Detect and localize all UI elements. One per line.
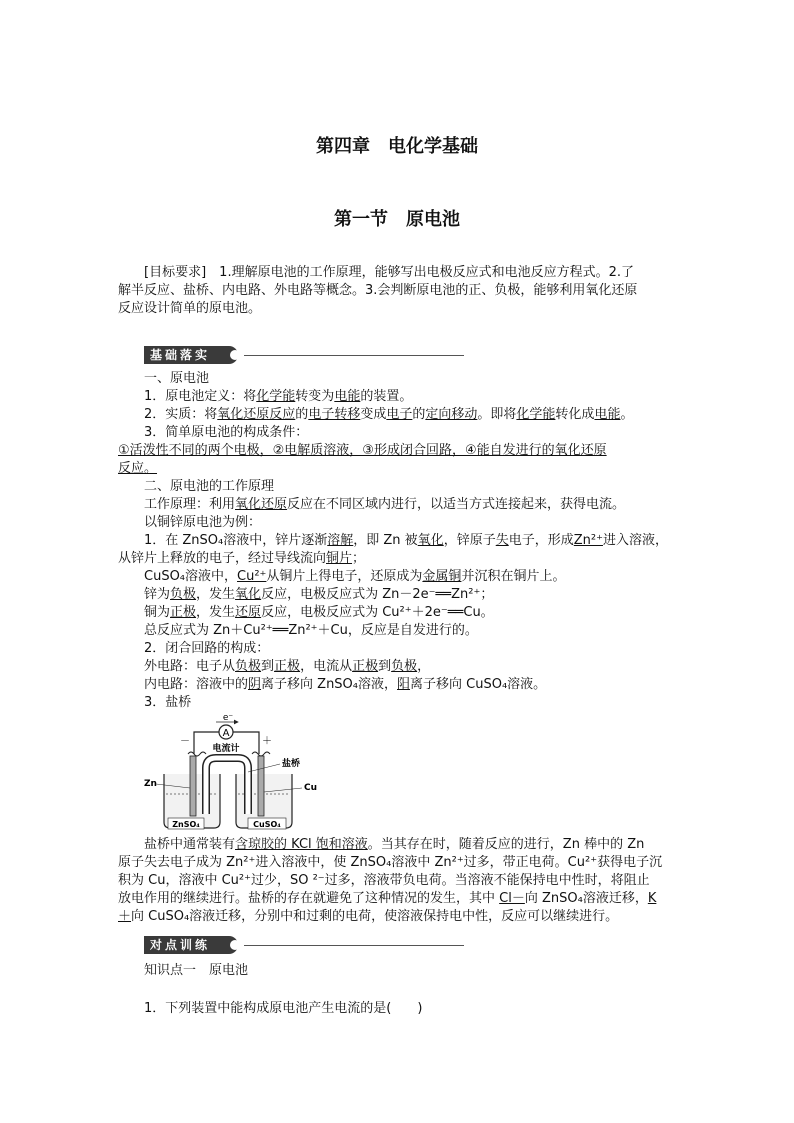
znso4-label: ZnSO₄ xyxy=(172,820,200,829)
salt-bridge-line-1: 盐桥中通常装有含琼胶的 KCl 饱和溶液。当其存在时，随着反应的进行，Zn 棒中的 Zn xyxy=(144,837,645,852)
goals-block xyxy=(118,264,678,318)
goals-label: [目标要求] xyxy=(144,265,207,280)
goals-text-1: 1.理解原电池的工作原理，能够写出电极反应式和电池反应方程式。2.了 xyxy=(219,265,634,280)
total-reaction-line: 总反应式为 Zn＋Cu²⁺══Zn²⁺＋Cu，反应是自发进行的。 xyxy=(144,623,478,638)
anode-line: 锌为负极，发生氧化反应，电极反应式为 Zn－2e⁻══Zn²⁺； xyxy=(144,587,494,602)
ammeter-label: 电流计 xyxy=(212,744,240,754)
bullet-dot xyxy=(230,350,240,360)
goals-line-2: 解半反应、盐桥、内电路、外电路等概念。3.会判断原电池的正、负极，能够利用氧化还原 xyxy=(118,283,638,298)
salt-bridge-label: 盐桥 xyxy=(282,759,301,769)
section-tag-basics: 基础落实 xyxy=(144,346,238,364)
internal-circuit-line: 内电路：溶液中的阴离子移向 ZnSO₄溶液，阳离子移向 CuSO₄溶液。 xyxy=(144,677,547,692)
chapter-title: 第四章 电化学基础 xyxy=(316,136,478,157)
cu-label: Cu xyxy=(304,783,318,793)
essence-line: 2．实质：将氧化还原反应的电子转移变成电子的定向移动。即将化学能转化成电能。 xyxy=(144,407,634,422)
cuso4-label: CuSO₄ xyxy=(253,820,281,829)
minus-sign: － xyxy=(180,736,190,747)
conditions-line-1: ①活泼性不同的两个电极，②电解质溶液，③形成闭合回路，④能自发进行的氧化还原 xyxy=(118,443,607,458)
divider-rule xyxy=(244,355,464,356)
cu-line: CuSO₄溶液中，Cu²⁺从铜片上得电子，还原成为金属铜并沉积在铜片上。 xyxy=(144,569,566,584)
goals-line-3: 反应设计简单的原电池。 xyxy=(118,301,262,316)
cathode-line: 铜为正极，发生还原反应，电极反应式为 Cu²⁺＋2e⁻══Cu。 xyxy=(144,605,494,620)
electron-flow-line: 从锌片上释放的电子，经过导线流向铜片； xyxy=(118,551,366,566)
section-bar-basics xyxy=(118,336,678,372)
divider-rule xyxy=(244,945,464,946)
salt-bridge-line-4: 放电作用的继续进行。盐桥的存在就避免了这种情况的发生，其中 Cl－向 ZnSO₄溶液迁移，K xyxy=(118,891,657,906)
section-title: 第一节 原电池 xyxy=(334,209,460,230)
heading-working-principle: 二、原电池的工作原理 xyxy=(144,479,275,494)
section-tag-practice: 对点训练 xyxy=(144,936,238,954)
salt-bridge-line-3: 积为 Cu，溶液中 Cu²⁺过少，SO ²⁻过多，溶液带负电荷。当溶液不能保持电中性时，将阻止 xyxy=(118,873,650,888)
galvanic-cell-svg xyxy=(144,714,324,834)
electron-label: e⁻ xyxy=(222,714,234,723)
example-line: 以铜锌原电池为例： xyxy=(144,515,262,530)
zn-electrode xyxy=(190,756,196,816)
primary-cell-section xyxy=(118,370,678,1018)
zn-line: 1．在 ZnSO₄溶液中，锌片逐渐溶解，即 Zn 被氧化，锌原子失电子，形成Zn²⁺进入溶液， xyxy=(144,533,668,548)
cu-electrode xyxy=(258,756,264,816)
salt-bridge-line-2: 原子失去电子成为 Zn²⁺进入溶液中，使 ZnSO₄溶液中 Zn²⁺过多，带正电荷。Cu²⁺获得电子沉 xyxy=(118,855,663,870)
knowledge-point-1: 知识点一 原电池 xyxy=(144,963,249,978)
principle-line: 工作原理：利用氧化还原反应在不同区域内进行，以适当方式连接起来，获得电流。 xyxy=(144,497,626,512)
plus-sign: ＋ xyxy=(262,736,272,747)
circuit-heading: 2．闭合回路的构成： xyxy=(144,641,270,656)
conditions-heading: 3．简单原电池的构成条件： xyxy=(144,425,309,440)
definition-line: 1．原电池定义：将化学能转变为电能的装置。 xyxy=(144,389,413,404)
ammeter-symbol: A xyxy=(222,728,230,739)
external-circuit-line: 外电路：电子从负极到正极，电流从正极到负极， xyxy=(144,659,431,674)
question-1: 1．下列装置中能构成原电池产生电流的是( ) xyxy=(144,1001,423,1016)
salt-bridge-line-5: ＋向 CuSO₄溶液迁移，分别中和过剩的电荷，使溶液保持电中性，反应可以继续进行。 xyxy=(118,909,619,924)
zn-label: Zn xyxy=(144,779,157,789)
bullet-dot xyxy=(230,940,240,950)
conditions-line-2: 反应。 xyxy=(118,461,158,476)
galvanic-cell-diagram xyxy=(144,714,324,834)
section-bar-practice xyxy=(144,936,464,956)
salt-bridge-heading: 3．盐桥 xyxy=(144,695,192,710)
heading-primary-cell: 一、原电池 xyxy=(144,371,210,386)
goals-line-1 xyxy=(118,264,678,282)
